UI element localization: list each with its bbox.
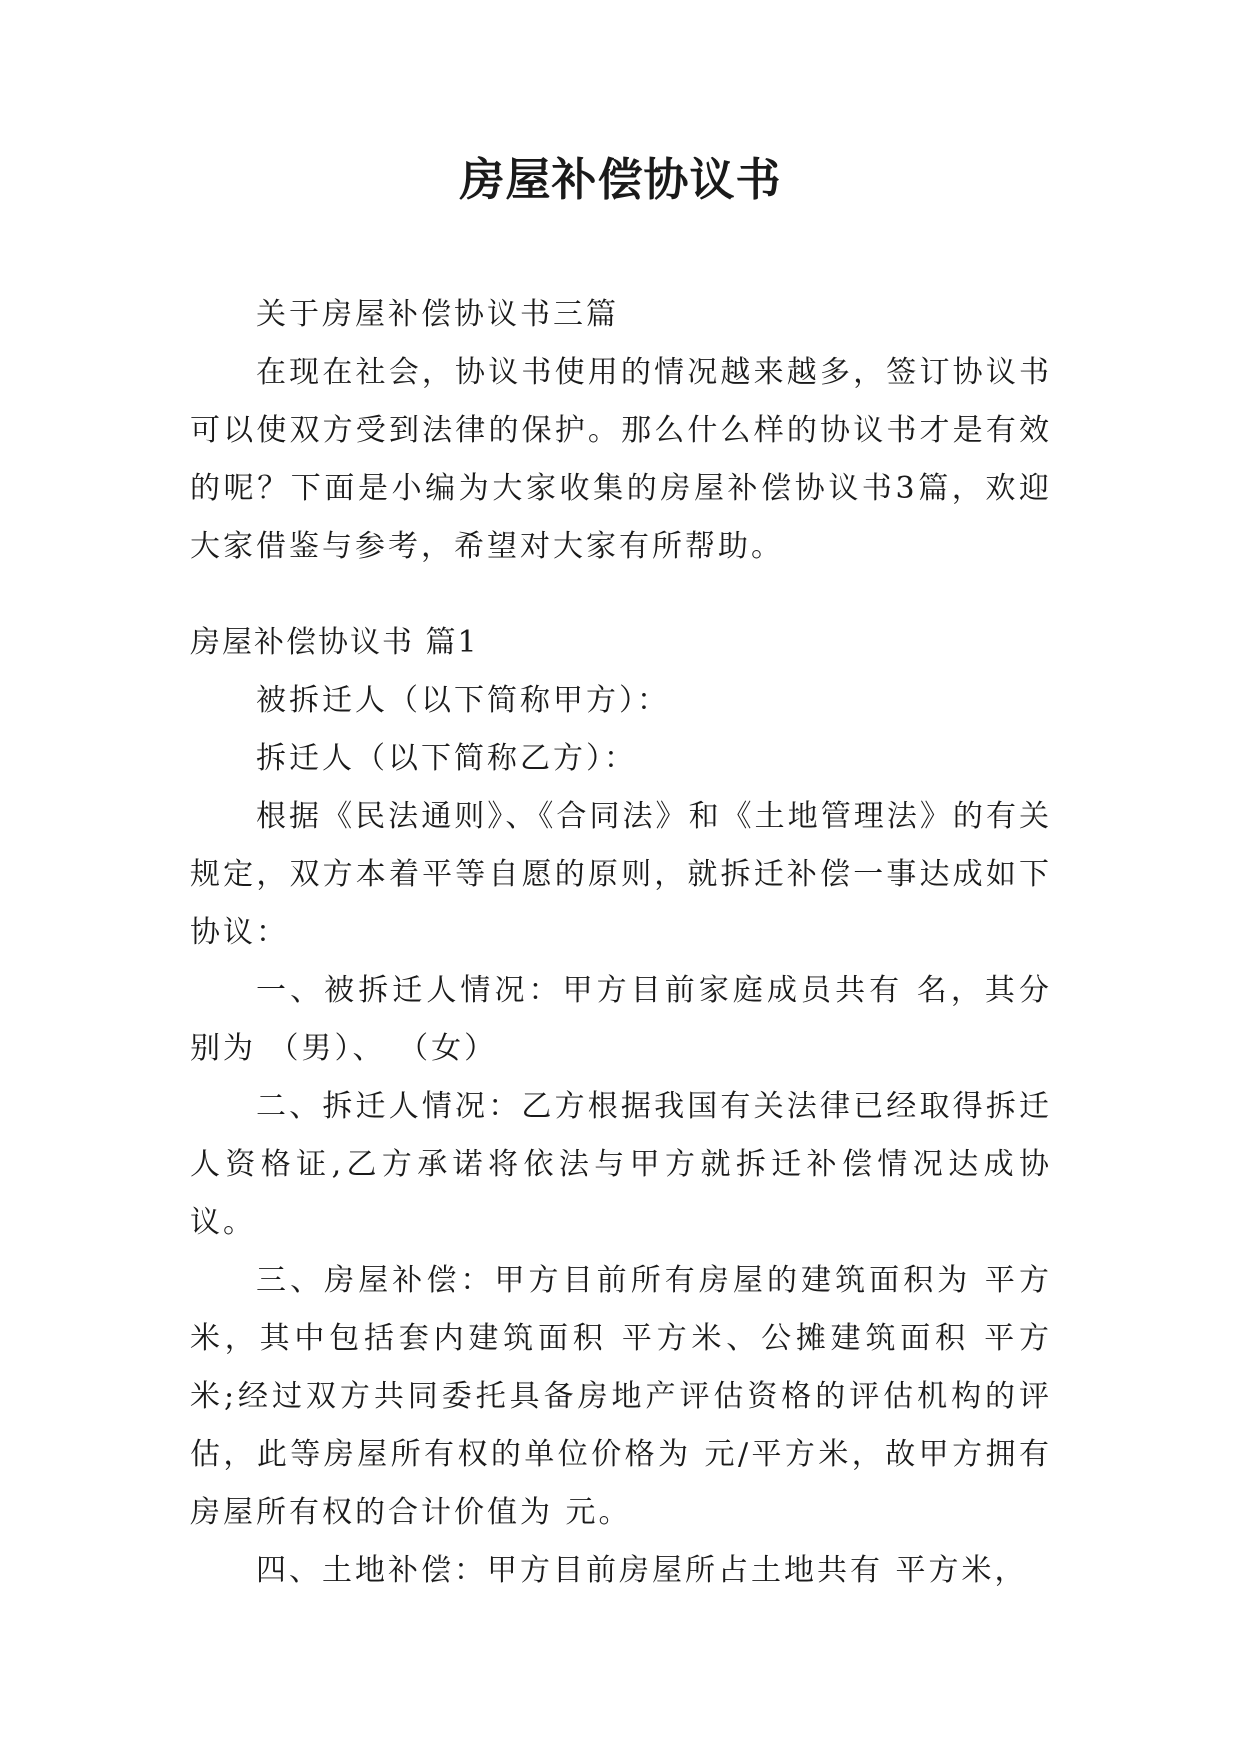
party-b-line: 拆迁人（以下简称乙方）： (256, 741, 637, 776)
section-heading: 房屋补偿协议书 篇1 (190, 625, 479, 660)
intro-heading: 关于房屋补偿协议书三篇 (256, 297, 619, 332)
clause-3: 三、房屋补偿：甲方目前所有房屋的建筑面积为 平方米，其中包括套内建筑面积 平方米、公摊建筑面积 平方米;经过双方共同委托具备房地产评估资格的评估机构的评估，此等房屋所有权的单位价格为 元/平方米，故甲方拥有房屋所有权的合计价值为 元。 (190, 1263, 1052, 1530)
intro-paragraph: 在现在社会，协议书使用的情况越来越多，签订协议书可以使双方受到法律的保护。那么什么样的协议书才是有效的呢？下面是小编为大家收集的房屋补偿协议书3篇，欢迎大家借鉴与参考，希望对大家有所帮助。 (190, 355, 1052, 564)
section-gap (190, 576, 1052, 614)
document-title: 房屋补偿协议书 (459, 153, 782, 206)
clause-4: 四、土地补偿：甲方目前房屋所占土地共有 平方米， (256, 1553, 1028, 1588)
clause-2: 二、拆迁人情况：乙方根据我国有关法律已经取得拆迁人资格证,乙方承诺将依法与甲方就拆迁补偿情况达成协议。 (190, 1089, 1052, 1240)
clause-1: 一、被拆迁人情况：甲方目前家庭成员共有 名，其分别为 （男）、 （女） (190, 973, 1052, 1066)
basis-paragraph: 根据《民法通则》、《合同法》和《土地管理法》的有关规定，双方本着平等自愿的原则，就拆迁补偿一事达成如下协议： (190, 799, 1052, 950)
document-body (190, 286, 1052, 1600)
party-a-line: 被拆迁人（以下简称甲方）： (256, 683, 670, 718)
